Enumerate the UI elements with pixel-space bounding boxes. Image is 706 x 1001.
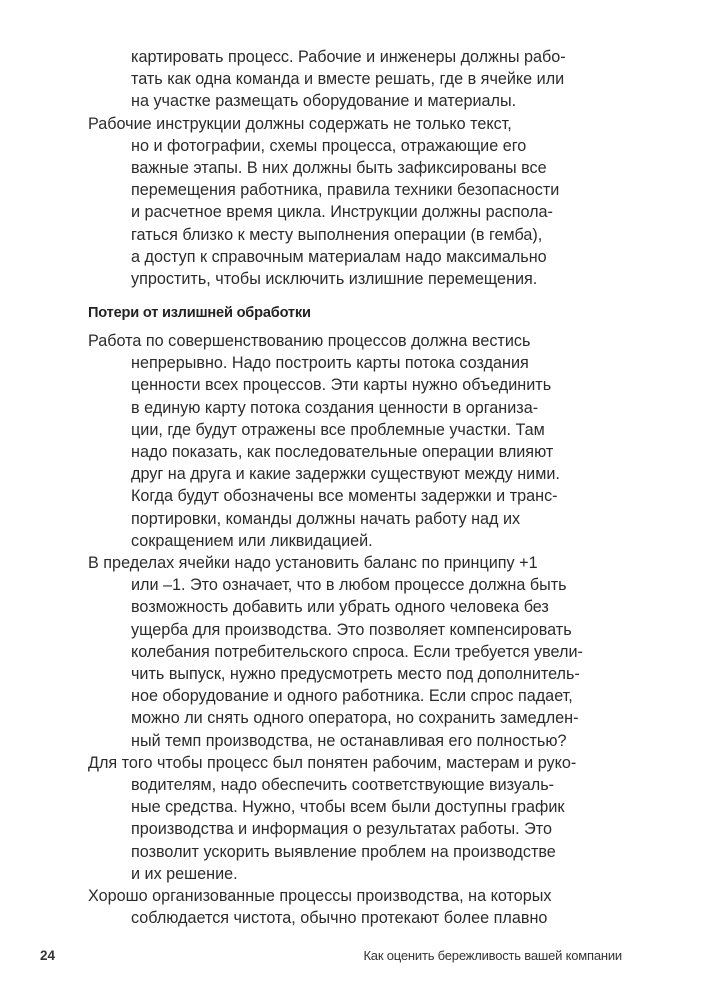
text-line: важные этапы. В них должны быть зафиксированы все	[131, 159, 547, 178]
text-line: ные средства. Нужно, чтобы всем были доступны график	[131, 798, 565, 817]
text-line: гаться близко к месту выполнения операции (в гемба),	[131, 225, 543, 244]
text-line: надо показать, как последовательные операции влияют	[131, 443, 554, 462]
text-line: на участке размещать оборудование и материалы.	[131, 92, 517, 111]
text-line: тать как одна команда и вместе решать, где в ячейке или	[131, 70, 565, 89]
text-line: позволит ускорить выявление проблем на производстве	[131, 842, 556, 861]
text-line: можно ли снять одного оператора, но сохранить замедлен-	[131, 709, 579, 728]
text-line: а доступ к справочным материалам надо максимально	[131, 247, 547, 266]
text-block-section	[88, 330, 608, 929]
text-line: ный темп производства, не останавливая его полностью?	[131, 731, 567, 750]
text-line: Работа по совершенствованию процессов должна вестись	[88, 332, 531, 350]
text-line: непрерывно. Надо построить карты потока создания	[131, 354, 529, 373]
text-line: упростить, чтобы исключить излишние перемещения.	[131, 270, 538, 289]
text-line: производства и информация о результатах работы. Это	[131, 820, 553, 839]
text-line: или –1. Это означает, что в любом процессе должна быть	[131, 576, 567, 595]
text-line: чить выпуск, нужно предусмотреть место под дополнитель-	[131, 665, 580, 684]
text-line: ции, где будут отражены все проблемные участки. Там	[131, 420, 545, 439]
text-line: ценности всех процессов. Эти карты нужно объединить	[131, 376, 552, 395]
paragraph	[88, 330, 608, 552]
text-line: сокращением или ликвидацией.	[131, 531, 373, 550]
paragraph	[88, 885, 608, 929]
text-line: Для того чтобы процесс был понятен рабочим, мастерам и руко-	[88, 753, 577, 772]
text-line: и расчетное время цикла. Инструкции должны распола-	[131, 203, 553, 222]
text-line: соблюдается чистота, обычно протекают более плавно	[131, 909, 548, 928]
text-block-top	[88, 46, 608, 290]
section-heading: Потери от излишней обработки	[88, 305, 311, 321]
text-line: в единую карту потока создания ценности в организа-	[131, 398, 539, 417]
paragraph	[88, 46, 608, 113]
text-line: Хорошо организованные процессы производства, на которых	[88, 887, 552, 906]
text-line: друг на друга и какие задержки существуют между ними.	[131, 465, 560, 484]
page-number: 24	[40, 948, 56, 963]
text-line: ное оборудование и одного работника. Если спрос падает,	[131, 687, 573, 706]
text-line: ущерба для производства. Это позволяет компенсировать	[131, 620, 572, 639]
text-line: В пределах ячейки надо установить баланс по принципу +1	[88, 554, 538, 573]
paragraph	[88, 552, 608, 752]
text-line: водителям, надо обеспечить соответствующие визуаль-	[131, 776, 555, 795]
text-line: портировки, команды должны начать работу над их	[131, 509, 521, 528]
text-line: и их решение.	[131, 864, 238, 883]
text-line: но и фотографии, схемы процесса, отражающие его	[131, 136, 527, 155]
text-line: возможность добавить или убрать одного человека без	[131, 598, 549, 617]
text-line: Рабочие инструкции должны содержать не только текст,	[88, 114, 512, 133]
paragraph	[88, 752, 608, 885]
text-line: колебания потребительского спроса. Если требуется увели-	[131, 642, 583, 661]
text-line: Когда будут обозначены все моменты задержки и транс-	[131, 487, 558, 506]
text-line: перемещения работника, правила техники безопасности	[131, 181, 560, 200]
paragraph	[88, 113, 608, 291]
running-title: Как оценить бережливость вашей компании	[363, 948, 622, 963]
text-line: картировать процесс. Рабочие и инженеры должны рабо-	[131, 48, 566, 66]
